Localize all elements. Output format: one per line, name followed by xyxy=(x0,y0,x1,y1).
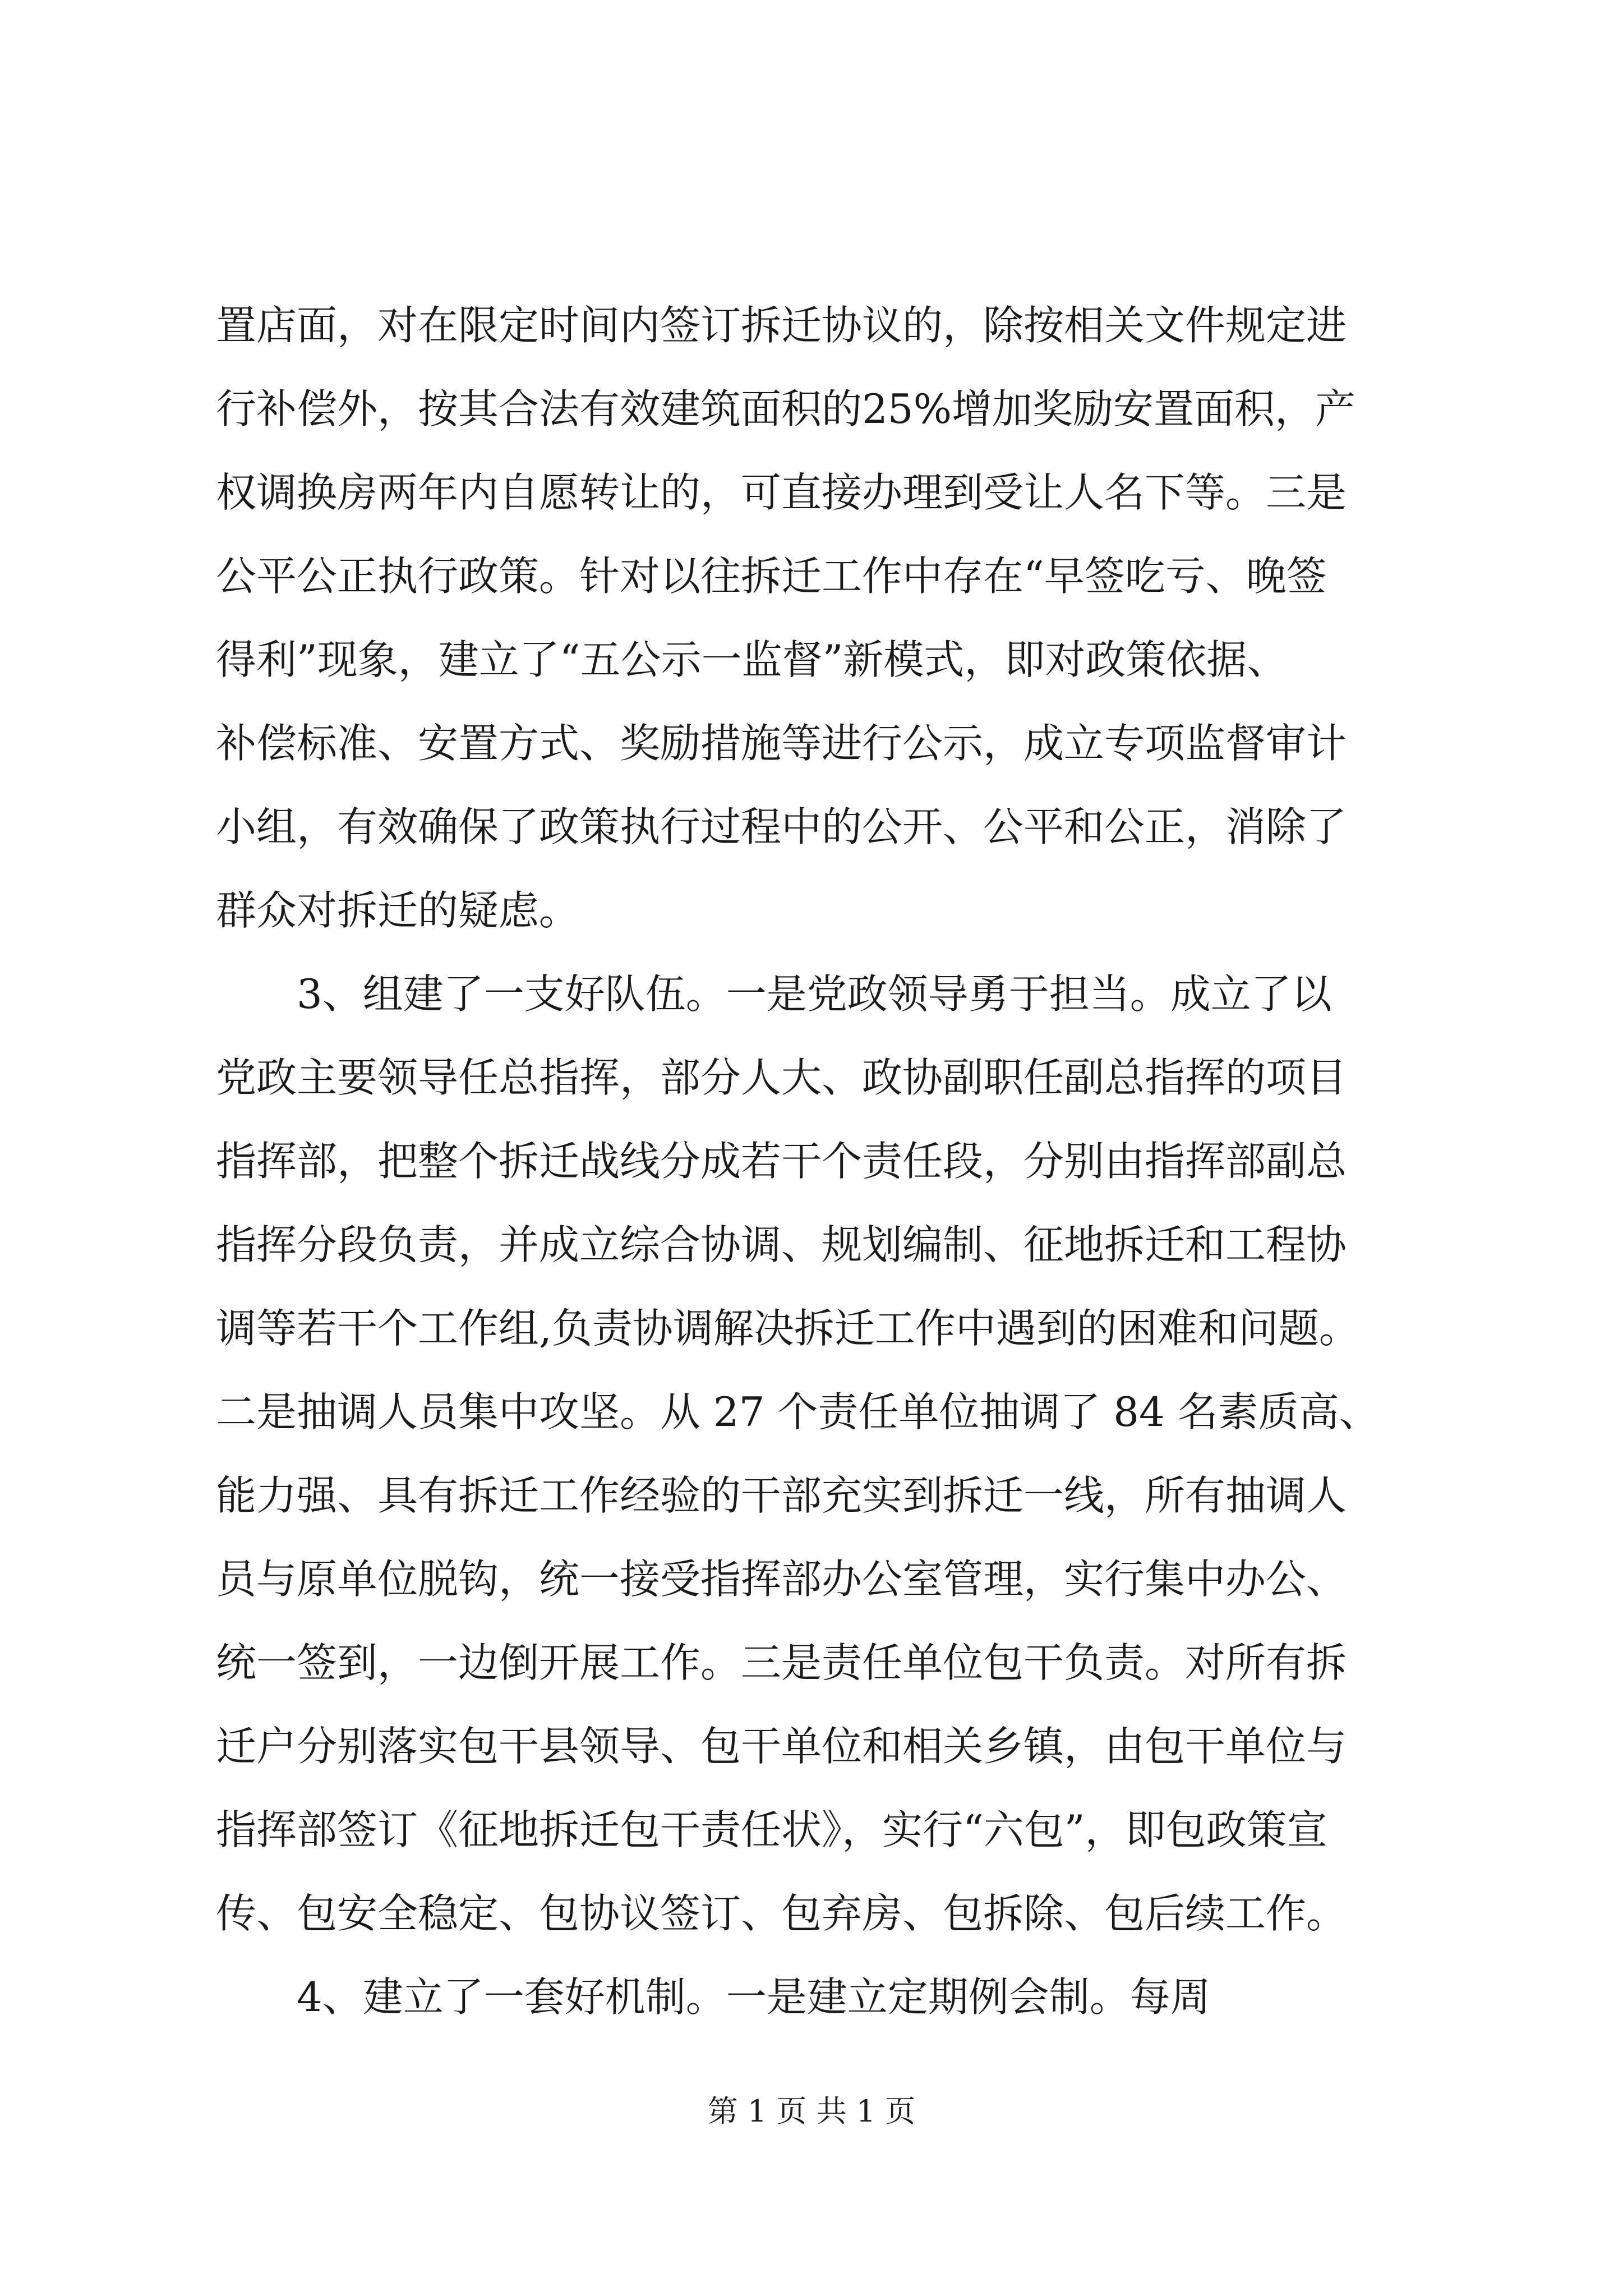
text-line: 权调换房两年内自愿转让的，可直接办理到受让人名下等。三是 xyxy=(216,469,1347,516)
text-line: 党政主要领导任总指挥，部分人大、政协副职任副总指挥的项目 xyxy=(216,1054,1347,1101)
text-line: 员与原单位脱钩，统一接受指挥部办公室管理，实行集中办公、 xyxy=(216,1556,1347,1603)
paragraph-heading-3: 3、组建了一支好队伍。一是党政领导勇于担当。成立了以 xyxy=(297,970,1332,1018)
text-line: 迁户分别落实包干县领导、包干单位和相关乡镇，由包干单位与 xyxy=(216,1723,1347,1770)
text-line: 指挥部，把整个拆迁战线分成若干个责任段，分别由指挥部副总 xyxy=(216,1138,1347,1185)
text-line: 指挥部签订《征地拆迁包干责任状》，实行“六包”，即包政策宣 xyxy=(216,1806,1327,1853)
text-line: 小组，有效确保了政策执行过程中的公开、公平和公正，消除了 xyxy=(216,803,1347,850)
paragraph-heading-4: 4、建立了一套好机制。一是建立定期例会制。每周 xyxy=(297,1973,1211,2021)
text-line: 二是抽调人员集中攻坚。从 27 个责任单位抽调了 84 名素质高、 xyxy=(216,1388,1380,1435)
text-line: 统一签到，一边倒开展工作。三是责任单位包干负责。对所有拆 xyxy=(216,1639,1347,1686)
text-line: 传、包安全稳定、包协议签订、包弃房、包拆除、包后续工作。 xyxy=(216,1890,1347,1937)
text-line: 公平公正执行政策。针对以往拆迁工作中存在“早签吃亏、晚签 xyxy=(216,553,1327,600)
text-line: 群众对拆迁的疑虑。 xyxy=(216,887,580,934)
text-line: 得利”现象，建立了“五公示一监督”新模式，即对政策依据、 xyxy=(216,636,1288,683)
text-line: 调等若干个工作组,负责协调解决拆迁工作中遇到的困难和问题。 xyxy=(216,1305,1359,1352)
text-line: 指挥分段负责，并成立综合协调、规划编制、征地拆迁和工程协 xyxy=(216,1221,1347,1268)
text-line: 置店面，对在限定时间内签订拆迁协议的，除按相关文件规定进 xyxy=(216,302,1347,349)
page-footer: 第 1 页 共 1 页 xyxy=(707,2093,916,2129)
text-line: 补偿标准、安置方式、奖励措施等进行公示，成立专项监督审计 xyxy=(216,720,1347,767)
text-line: 能力强、具有拆迁工作经验的干部充实到拆迁一线，所有抽调人 xyxy=(216,1472,1347,1519)
text-line: 行补偿外，按其合法有效建筑面积的25%增加奖励安置面积，产 xyxy=(216,385,1356,432)
